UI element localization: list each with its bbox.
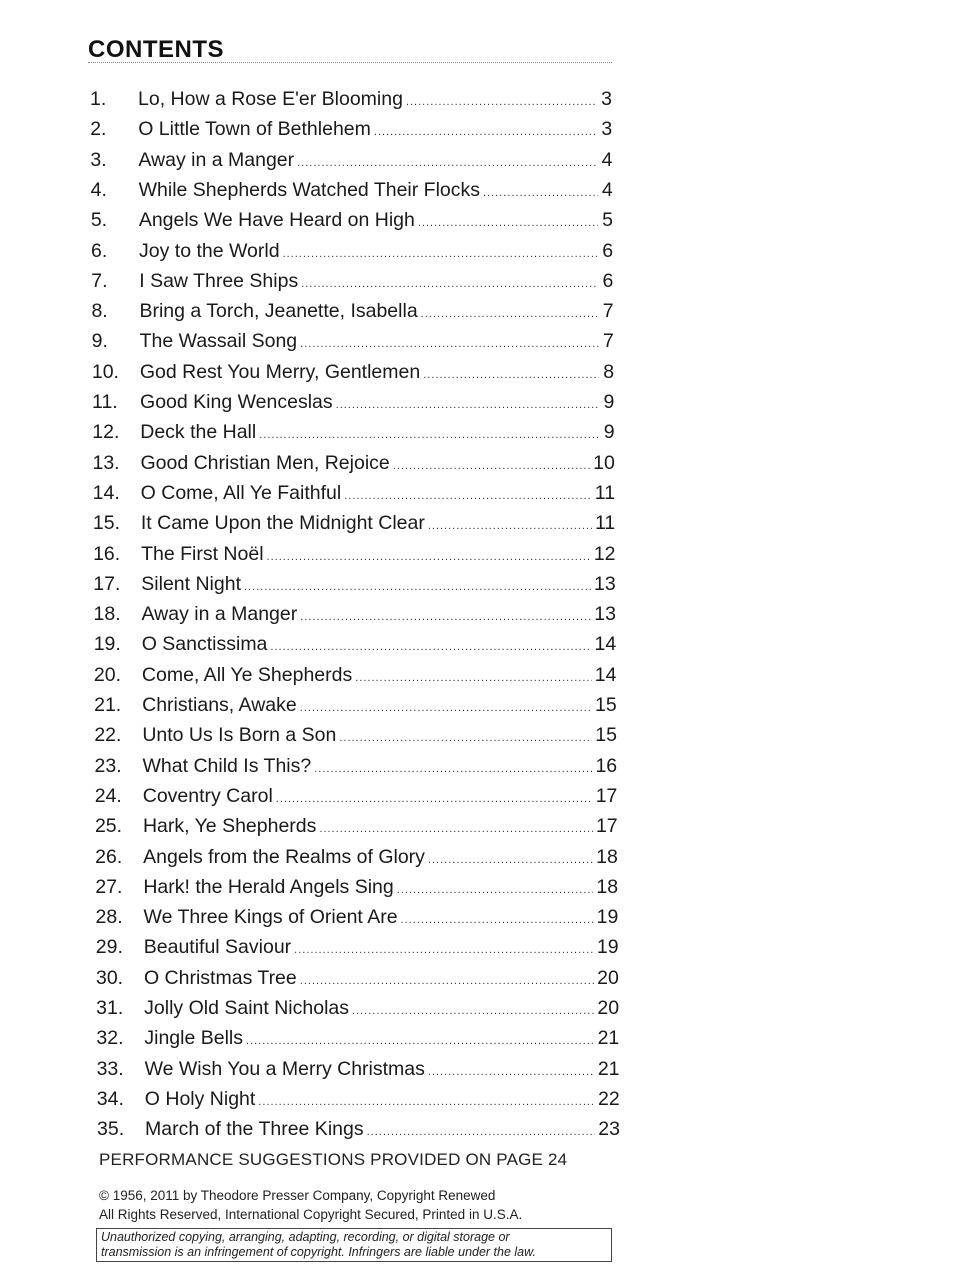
entry-page-number: 21 [597, 1027, 620, 1050]
dot-leader [418, 208, 598, 238]
entry-page-number: 5 [602, 209, 613, 232]
dot-leader [423, 360, 599, 390]
entry-number: 7. [91, 269, 108, 292]
entry-title: O Holy Night [144, 1087, 256, 1110]
entry-number: 28. [95, 906, 123, 929]
entry-page-number: 12 [593, 542, 616, 565]
entry-number: 2. [90, 118, 107, 141]
entry-page-number: 14 [594, 633, 617, 656]
dot-leader [352, 996, 594, 1026]
dot-leader [374, 117, 597, 147]
dot-leader [397, 875, 594, 905]
entry-title: Good King Wenceslas [140, 391, 333, 413]
entry-title: It Came Upon the Midnight Clear [140, 512, 425, 535]
dot-leader [344, 481, 592, 511]
entry-title: Come, All Ye Shepherds [141, 663, 353, 686]
dot-leader [297, 148, 597, 178]
entry-number: 8. [91, 300, 108, 323]
entry-title: Away in a Manger [141, 603, 298, 626]
entry-page-number: 22 [598, 1087, 620, 1110]
dot-leader [367, 1117, 596, 1147]
entry-page-number: 20 [597, 997, 620, 1019]
toc-entry [91, 205, 613, 235]
entry-page-number: 11 [594, 481, 616, 504]
toc-entry [92, 326, 614, 356]
entry-title: What Child Is This? [142, 754, 312, 777]
toc-entry [96, 932, 619, 962]
entry-number: 34. [96, 1087, 124, 1110]
toc-entry [92, 448, 614, 478]
dot-leader [246, 1026, 595, 1056]
entry-number: 31. [96, 997, 124, 1019]
entry-title: Deck the Hall [140, 421, 257, 444]
dot-leader [483, 178, 598, 208]
entry-number: 12. [92, 421, 120, 444]
toc-entry [96, 1023, 619, 1053]
contents-heading: CONTENTS [88, 36, 224, 63]
entry-page-number: 17 [595, 784, 618, 807]
entry-number: 17. [93, 572, 121, 595]
entry-page-number: 17 [595, 815, 618, 838]
heading-rule [88, 62, 612, 63]
entry-page-number: 4 [601, 178, 613, 201]
entry-number: 3. [90, 148, 107, 171]
dot-leader [300, 602, 591, 632]
dot-leader [300, 693, 592, 723]
dot-leader [300, 966, 594, 996]
toc-entry [97, 1054, 620, 1084]
entry-title: Christians, Awake [142, 694, 297, 716]
dot-leader [393, 451, 590, 481]
entry-number: 33. [96, 1057, 124, 1080]
entry-number: 24. [94, 784, 122, 807]
toc-entry [95, 751, 618, 781]
entry-page-number: 18 [596, 845, 618, 868]
entry-page-number: 20 [597, 966, 619, 989]
toc-entry [93, 478, 615, 508]
entry-title: While Shepherds Watched Their Flocks [138, 178, 481, 201]
toc-entry [91, 266, 613, 296]
toc-entry [90, 145, 612, 175]
entry-number: 9. [91, 330, 108, 353]
entry-page-number: 3 [601, 118, 613, 141]
dot-leader [276, 784, 593, 814]
entry-page-number: 16 [595, 754, 618, 777]
toc-entry [91, 296, 613, 326]
copyright-line: © 1956, 2011 by Theodore Presser Company, Copyright Renewed [99, 1188, 496, 1203]
entry-title: Lo, How a Rose E'er Blooming [138, 88, 403, 110]
toc-entry [94, 660, 617, 690]
dot-leader [300, 329, 599, 359]
toc-entry [94, 599, 617, 629]
entry-number: 4. [90, 178, 107, 201]
entry-page-number: 21 [597, 1057, 620, 1080]
entry-number: 19. [93, 633, 121, 656]
entry-number: 14. [92, 481, 120, 504]
entry-number: 20. [93, 663, 122, 686]
entry-page-number: 9 [603, 421, 615, 444]
entry-page-number: 19 [596, 906, 619, 929]
entry-number: 30. [95, 966, 124, 989]
dot-leader [406, 87, 597, 117]
entry-number: 29. [95, 936, 123, 959]
dot-leader [283, 239, 599, 269]
entry-number: 5. [90, 209, 108, 232]
entry-number: 18. [93, 603, 121, 626]
toc-entry [96, 993, 619, 1023]
entry-title: Bring a Torch, Jeanette, Isabella [139, 300, 418, 323]
dot-leader [401, 905, 594, 935]
entry-page-number: 4 [601, 148, 613, 171]
dot-leader [258, 1087, 595, 1117]
toc-entry [95, 872, 618, 902]
entry-title: Jingle Bells [144, 1027, 244, 1050]
entry-number: 11. [92, 391, 118, 413]
toc-entry [97, 1084, 620, 1114]
entry-title: Good Christian Men, Rejoice [140, 451, 390, 474]
copyright-notice [99, 1186, 522, 1224]
toc-entry [90, 114, 612, 144]
toc-entry [92, 417, 614, 447]
toc-entry [94, 629, 617, 659]
entry-number: 23. [94, 754, 122, 777]
copyright-line: All Rights Reserved, International Copyright Secured, Printed in U.S.A. [99, 1207, 523, 1222]
entry-page-number: 10 [593, 451, 615, 474]
entry-title: We Wish You a Merry Christmas [144, 1057, 425, 1080]
entry-page-number: 19 [596, 936, 619, 959]
toc-entry [95, 811, 618, 841]
entry-title: Beautiful Saviour [143, 936, 292, 959]
entry-page-number: 7 [602, 300, 614, 323]
entry-title: O Come, All Ye Faithful [140, 481, 342, 504]
entry-number: 1. [90, 88, 107, 110]
warning-line: transmission is an infringement of copyright. Infringers are liable under the law. [101, 1245, 536, 1259]
toc-entry [94, 720, 617, 750]
entry-title: O Little Town of Bethlehem [138, 118, 371, 141]
entry-title: Silent Night [141, 572, 241, 595]
entry-title: Angels We Have Heard on High [138, 209, 415, 232]
entry-page-number: 13 [594, 603, 616, 626]
entry-title: Jolly Old Saint Nicholas [144, 997, 350, 1019]
entry-title: Angels from the Realms of Glory [143, 845, 425, 868]
entry-title: O Sanctissima [141, 633, 268, 656]
entry-number: 15. [92, 512, 120, 535]
dot-leader [339, 723, 592, 753]
entry-number: 32. [96, 1027, 124, 1050]
entry-page-number: 8 [603, 360, 615, 383]
performance-note: PERFORMANCE SUGGESTIONS PROVIDED ON PAGE 24 [99, 1150, 568, 1169]
toc-entry [93, 569, 615, 599]
toc-entry [96, 902, 619, 932]
dot-leader [294, 935, 594, 965]
entry-number: 22. [94, 724, 122, 747]
entry-page-number: 6 [602, 269, 614, 292]
entry-title: Unto Us Is Born a Son [142, 724, 337, 747]
entry-page-number: 3 [601, 88, 612, 110]
toc-entry [93, 508, 615, 538]
entry-number: 6. [91, 239, 108, 262]
entry-page-number: 13 [594, 572, 616, 595]
toc-entry [95, 842, 618, 872]
entry-number: 26. [95, 845, 123, 868]
entry-page-number: 9 [603, 391, 615, 413]
dot-leader [428, 511, 592, 541]
dot-leader [270, 632, 591, 662]
entry-page-number: 23 [598, 1118, 620, 1141]
entry-number: 35. [97, 1118, 125, 1141]
entry-page-number: 11 [595, 512, 616, 535]
entry-page-number: 18 [596, 875, 619, 898]
entry-title: God Rest You Merry, Gentlemen [139, 360, 421, 383]
dot-leader [267, 542, 591, 572]
entry-number: 21. [94, 694, 122, 716]
entry-page-number: 14 [594, 663, 617, 686]
toc-entry [95, 781, 618, 811]
entry-page-number: 15 [594, 694, 617, 716]
entry-title: Hark! the Herald Angels Sing [143, 875, 394, 898]
toc-entry [91, 236, 613, 266]
entry-number: 13. [92, 451, 120, 474]
entry-page-number: 6 [602, 239, 614, 262]
dot-leader [355, 663, 592, 693]
entry-title: Away in a Manger [138, 148, 295, 171]
entry-title: Joy to the World [139, 239, 280, 262]
dot-leader [319, 814, 593, 844]
entry-title: Coventry Carol [142, 784, 273, 807]
toc-entry [92, 387, 614, 417]
entry-number: 16. [93, 542, 121, 565]
copyright-warning-box [96, 1228, 612, 1262]
entry-number: 27. [95, 875, 123, 898]
toc-entry [90, 84, 612, 114]
entry-page-number: 15 [595, 724, 617, 747]
warning-line: Unauthorized copying, arranging, adapting, recording, or digital storage or [101, 1230, 510, 1244]
toc-entry [97, 1114, 620, 1144]
toc-entry [92, 357, 614, 387]
entry-title: The Wassail Song [139, 330, 298, 353]
entry-number: 10. [91, 360, 119, 383]
entry-number: 25. [94, 815, 123, 838]
entry-title: Hark, Ye Shepherds [142, 815, 317, 838]
dot-leader [244, 572, 591, 602]
entry-title: March of the Three Kings [145, 1118, 364, 1141]
dot-leader [421, 299, 599, 329]
entry-title: I Saw Three Ships [139, 269, 299, 292]
dot-leader [314, 754, 592, 784]
dot-leader [301, 269, 598, 299]
toc-entry [96, 963, 619, 993]
dot-leader [428, 1057, 595, 1087]
entry-title: O Christmas Tree [143, 966, 297, 989]
toc-entry [93, 539, 615, 569]
toc-entry [91, 175, 613, 205]
entry-page-number: 7 [603, 330, 614, 353]
entry-title: The First Noël [141, 542, 264, 565]
dot-leader [259, 420, 599, 450]
dot-leader [428, 845, 593, 875]
dot-leader [336, 390, 600, 420]
toc-entry [94, 690, 617, 720]
entry-title: We Three Kings of Orient Are [143, 906, 398, 929]
